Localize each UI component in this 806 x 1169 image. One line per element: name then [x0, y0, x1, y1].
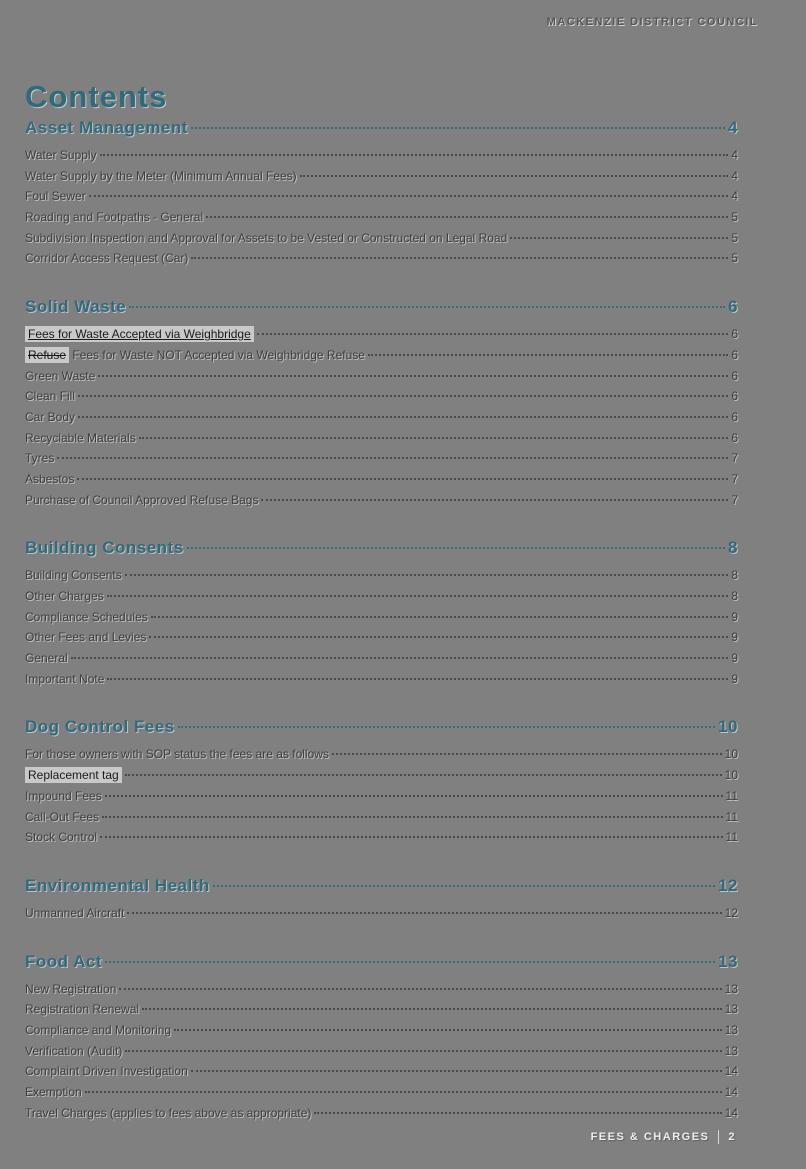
dot-leader [191, 1070, 722, 1072]
toc-page-number: 4 [728, 118, 738, 137]
toc-page-number: 6 [731, 347, 738, 362]
dot-leader [125, 1050, 721, 1052]
toc-entry-label [25, 169, 297, 183]
toc-entry[interactable] [25, 410, 738, 431]
toc-entry-label [25, 568, 122, 582]
toc-entry-label [25, 369, 95, 383]
toc-page-number: 13 [724, 1022, 738, 1037]
toc-page-number: 9 [731, 651, 738, 666]
toc-page-number: 8 [728, 538, 738, 558]
toc-entry[interactable] [25, 982, 738, 1003]
toc-page-number: 4 [731, 189, 738, 204]
toc-entry-segment: Asbestos [25, 471, 75, 486]
toc-entry-segment: Foul Sewer [25, 189, 86, 204]
toc-entry-label [25, 1023, 171, 1037]
toc-entry-label [25, 610, 148, 624]
dot-leader [107, 678, 728, 680]
toc-entry-label [25, 1106, 311, 1120]
dot-leader [151, 616, 729, 618]
toc-entry[interactable] [25, 231, 738, 252]
toc-entry-label [25, 251, 188, 265]
toc-entry-segment: General [25, 651, 68, 666]
dot-leader [105, 795, 723, 797]
document-footer [591, 1130, 736, 1144]
toc-entry-segment: Exemption [25, 1085, 82, 1099]
toc-entry[interactable] [25, 672, 738, 693]
toc-entry-label [25, 327, 254, 341]
toc-entry-segment: Roading and Footpaths - General [25, 210, 204, 225]
toc-entry-label [25, 1044, 122, 1058]
toc-entry-segment: Water Supply by the Meter (Minimum Annual Fees) [25, 168, 297, 183]
footer-divider [718, 1130, 719, 1144]
toc-section [25, 538, 738, 692]
toc-heading-text: Solid Waste [25, 297, 127, 317]
dot-leader [261, 499, 728, 501]
toc-page-number: 4 [731, 148, 738, 162]
toc-page-number: 13 [724, 1043, 738, 1058]
toc-entry-segment: Impound Fees [25, 788, 102, 803]
toc-entry[interactable] [25, 369, 738, 390]
toc-heading-text: Dog Control Fees [25, 717, 175, 737]
dot-leader [107, 595, 729, 597]
toc-entry[interactable] [25, 389, 738, 410]
dot-leader [206, 216, 728, 218]
dot-leader [178, 726, 715, 728]
toc-entry-segment: Water Supply [25, 148, 97, 162]
toc-entry[interactable] [25, 327, 738, 348]
toc-page-number: 8 [731, 589, 738, 603]
footer-page-number: 2 [728, 1131, 736, 1143]
toc-entry[interactable] [25, 906, 738, 927]
dot-leader [71, 657, 729, 659]
toc-page-number: 6 [731, 327, 738, 342]
toc-section [25, 297, 738, 513]
toc-entry-segment: Recyclable Materials [25, 430, 136, 445]
toc-entry-segment: Refuse [25, 347, 69, 363]
toc-entry-label [25, 148, 97, 162]
toc-entry-segment: Fees for Waste Accepted via Weighbridge [25, 326, 254, 342]
toc-entry[interactable] [25, 451, 738, 472]
toc-entry-segment: Tyres [25, 451, 55, 466]
toc-entry[interactable] [25, 493, 738, 514]
toc-entry-label [25, 431, 136, 445]
toc-entry[interactable] [25, 1085, 738, 1106]
toc-heading-text: Food Act [25, 951, 103, 971]
toc-entry[interactable] [25, 210, 738, 231]
toc-entry[interactable] [25, 589, 738, 610]
toc-entry-segment: Registration Renewal [25, 1002, 140, 1017]
dot-leader [314, 1112, 721, 1114]
toc-entry-label [25, 1085, 82, 1099]
toc-entry-label [25, 651, 68, 665]
dot-leader [191, 127, 725, 129]
dot-leader [57, 457, 728, 459]
toc-entry-label [25, 472, 74, 486]
toc-entry-label [25, 876, 210, 896]
toc-entry-label [25, 297, 126, 317]
toc-entry-label [25, 717, 175, 737]
toc-entry-label [25, 1002, 139, 1016]
toc-entry-label [25, 630, 146, 644]
dot-leader [213, 885, 715, 887]
toc-page-number: 6 [731, 409, 738, 424]
toc-entry-segment: Compliance Schedules [25, 609, 148, 624]
toc-entry[interactable] [25, 431, 738, 452]
toc-entry-label [25, 747, 329, 761]
toc-entry[interactable] [25, 1106, 738, 1127]
toc-entry-segment: Building Consents [25, 568, 122, 583]
toc-section [25, 952, 738, 1127]
toc-entry[interactable] [25, 189, 738, 210]
toc-entry[interactable] [25, 472, 738, 493]
toc-section [25, 717, 738, 850]
toc-entry-segment: Other Fees and Levies [25, 630, 147, 645]
toc-heading-text: Environmental Health [25, 875, 210, 895]
toc-entry-label [25, 348, 365, 362]
toc-page-number: 9 [731, 609, 738, 624]
dot-leader [100, 154, 729, 156]
toc-entry[interactable] [25, 630, 738, 651]
toc-entry[interactable] [25, 1023, 738, 1044]
dot-leader [78, 395, 728, 397]
toc-page-number: 6 [728, 297, 738, 317]
toc-page-number: 11 [725, 788, 738, 803]
dot-leader [119, 988, 721, 990]
toc-entry-label [25, 538, 184, 558]
page-title: Contents [25, 78, 168, 114]
toc-entry[interactable] [25, 1002, 738, 1023]
toc-page-number: 5 [731, 210, 738, 225]
toc-entry-label [25, 389, 75, 403]
toc-heading-text: Building Consents [25, 538, 184, 558]
toc-section [25, 876, 738, 927]
toc-entry-label [25, 789, 102, 803]
toc-entry-segment: Clean Fill [25, 389, 76, 404]
dot-leader [77, 478, 728, 480]
dot-leader [510, 237, 728, 239]
toc-entry-label [25, 493, 258, 507]
toc-page-number: 10 [724, 747, 738, 762]
toc-entry-label [25, 451, 54, 465]
toc-page-number: 14 [724, 1105, 738, 1120]
toc-entry[interactable] [25, 1064, 738, 1085]
toc-entry-label [25, 952, 102, 972]
toc-page-number: 13 [724, 1002, 738, 1017]
toc-section-heading[interactable] [25, 717, 738, 743]
toc-page-number: 5 [731, 230, 738, 245]
toc-entry[interactable] [25, 768, 738, 789]
toc-section [25, 118, 738, 272]
dot-leader [300, 175, 729, 177]
toc-entry[interactable] [25, 747, 738, 768]
toc-entry[interactable] [25, 830, 738, 851]
toc-entry-label [25, 810, 99, 824]
toc-entry-segment: Travel Charges (applies to fees above as appropriate) [25, 1105, 312, 1120]
toc-page-number: 7 [731, 451, 738, 466]
toc-page-number: 14 [724, 1064, 738, 1079]
dot-leader [149, 636, 728, 638]
toc-heading-text: Asset Management [25, 118, 188, 137]
toc-entry-label [25, 982, 116, 996]
toc-entry-segment: Subdivision Inspection and Approval for Assets to be Vested or Constructed on Legal Road [25, 230, 508, 245]
toc-entry-label [25, 118, 188, 138]
toc-entry-segment: Verification (Audit) [25, 1043, 123, 1058]
toc-page-number: 9 [731, 630, 738, 645]
dot-leader [125, 574, 729, 576]
toc-entry[interactable] [25, 810, 738, 831]
toc-section-heading[interactable] [25, 538, 738, 564]
toc-page-number: 9 [731, 671, 738, 686]
dot-leader [102, 816, 723, 818]
toc-section-heading[interactable] [25, 118, 738, 144]
dot-leader [332, 753, 722, 755]
toc-entry-label [25, 672, 104, 686]
dot-leader [98, 375, 728, 377]
toc-entry[interactable] [25, 1044, 738, 1065]
toc-page-number: 13 [718, 951, 738, 971]
toc-entry-segment: Purchase of Council Approved Refuse Bags [25, 492, 259, 507]
toc-page-number: 11 [725, 830, 738, 845]
toc-entry-segment: Important Note [25, 671, 105, 686]
toc-entry[interactable] [25, 348, 738, 369]
toc-section-heading[interactable] [25, 952, 738, 978]
dot-leader [129, 306, 725, 308]
toc-page-number: 7 [731, 471, 738, 486]
toc-entry-label [25, 189, 86, 203]
dot-leader [78, 416, 728, 418]
dot-leader [105, 961, 715, 963]
toc-page-number: 6 [731, 368, 738, 383]
toc-entry-segment: Corridor Access Request (Car) [25, 251, 189, 266]
toc-entry-label [25, 589, 104, 603]
toc-entry-segment: Green Waste [25, 368, 96, 383]
toc-entry[interactable] [25, 148, 738, 169]
toc-entry[interactable] [25, 651, 738, 672]
dot-leader [174, 1029, 722, 1031]
toc-entry-label [25, 768, 122, 782]
footer-label: FEES & CHARGES [590, 1131, 710, 1143]
toc-entry[interactable] [25, 789, 738, 810]
table-of-contents [25, 118, 738, 1126]
toc-entry-segment: Call-Out Fees [25, 809, 100, 824]
toc-page-number: 6 [731, 389, 738, 404]
dot-leader [125, 774, 722, 776]
toc-page-number: 12 [724, 905, 738, 920]
dot-leader [368, 354, 728, 356]
toc-entry-label [25, 410, 75, 424]
toc-page-number: 12 [718, 875, 738, 895]
toc-entry-label [25, 231, 507, 245]
toc-entry-label [25, 830, 97, 844]
dot-leader [191, 257, 728, 259]
toc-entry[interactable] [25, 169, 738, 190]
toc-entry-label [25, 1064, 188, 1078]
toc-entry-segment: Stock Control [25, 830, 98, 845]
toc-page-number: 7 [731, 492, 738, 507]
toc-entry-segment: Other Charges [25, 589, 104, 603]
dot-leader [257, 333, 729, 335]
toc-page-number: 5 [731, 251, 738, 266]
toc-page-number: 8 [731, 568, 738, 583]
toc-page-number: 10 [718, 717, 738, 737]
document-header: MACKENZIE DISTRICT COUNCIL [546, 16, 758, 28]
toc-section-heading[interactable] [25, 876, 738, 902]
dot-leader [139, 437, 729, 439]
toc-page-number: 6 [731, 430, 738, 445]
toc-entry[interactable] [25, 568, 738, 589]
toc-entry-segment: Fees for Waste NOT Accepted via Weighbridge Refuse [69, 347, 365, 362]
dot-leader [142, 1008, 722, 1010]
dot-leader [187, 547, 725, 549]
dot-leader [89, 195, 729, 197]
toc-entry-segment: Unmanned Aircraft [25, 905, 125, 920]
toc-entry-segment: Compliance and Monitoring [25, 1022, 172, 1037]
toc-section-heading[interactable] [25, 297, 738, 323]
toc-entry-label [25, 210, 203, 224]
dot-leader [100, 836, 723, 838]
dot-leader [127, 912, 721, 914]
toc-entry-label [25, 906, 124, 920]
toc-entry-segment: Car Body [25, 409, 76, 424]
toc-entry[interactable] [25, 251, 738, 272]
toc-entry-segment: Replacement tag [25, 767, 122, 783]
toc-page-number: 4 [731, 168, 738, 183]
toc-page-number: 13 [724, 981, 738, 996]
toc-entry-segment: For those owners with SOP status the fees are as follows [25, 747, 329, 762]
toc-page-number: 14 [724, 1085, 738, 1099]
toc-page-number: 10 [724, 768, 738, 783]
toc-entry[interactable] [25, 610, 738, 631]
toc-page-number: 11 [725, 809, 738, 824]
dot-leader [85, 1091, 722, 1093]
toc-entry-segment: New Registration [25, 981, 117, 996]
toc-entry-segment: Complaint Driven Investigation [25, 1064, 188, 1079]
